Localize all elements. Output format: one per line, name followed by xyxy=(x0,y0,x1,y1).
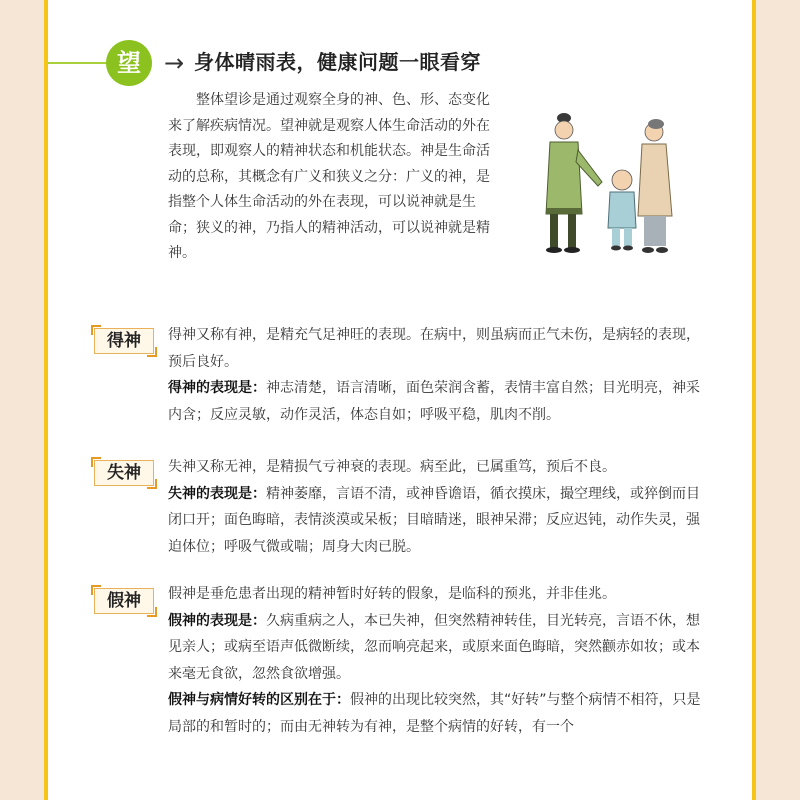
term-description: 假神是垂危患者出现的精神暂时好转的假象，是临科的预兆，并非佳兆。 xyxy=(168,586,616,602)
term-signs-label: 假神的表现是： xyxy=(168,612,266,629)
term-label-shishen: 失神 xyxy=(94,460,154,486)
term-signs-label: 得神的表现是： xyxy=(168,380,266,396)
term-signs xyxy=(168,481,708,561)
term-difference-label: 假神与病情好转的区别在于： xyxy=(168,692,350,708)
term-signs-text: 神志清楚，语言清晰，面色荣润含蓄，表情丰富自然；目光明亮，神采内含；反应灵敏，动作灵活，体态自如；呼吸平稳，肌肉不削。 xyxy=(168,380,700,423)
page xyxy=(44,0,756,800)
section-title: 身体晴雨表，健康问题一眼看穿 xyxy=(194,50,481,74)
intro-paragraph: 整体望诊是通过观察全身的神、色、形、态变化来了解疾病情况。望神就是观察人体生命活动的外在表现，即观察人的精神状态和机能状态。神是生命活动的总称，其概念有广义和狭义之分：广义的神，是指整个人体生命活动的外在表现，可以说神就是生命；狭义的神，乃指人的精神活动，可以说神就是精神。 xyxy=(168,92,490,261)
term-label-jiashen: 假神 xyxy=(94,588,154,614)
header-rule xyxy=(48,62,108,64)
doctor-examining-child-illustration xyxy=(526,104,686,264)
term-block-jiashen xyxy=(168,581,708,740)
term-block-shishen xyxy=(168,454,708,560)
term-signs-label: 失神的表现是： xyxy=(168,485,266,502)
section-badge: 望 xyxy=(106,40,152,86)
term-description: 失神又称无神，是精损气亏神衰的表现。病至此，已属重笃，预后不良。 xyxy=(168,459,616,475)
term-description: 得神又称有神，是精充气足神旺的表现。在病中，则虽病而正气未伤，是病轻的表现，预后良好。 xyxy=(168,327,700,370)
term-difference-text: 假神的出现比较突然，其“好转”与整个病情不相符，只是局部的和暂时的；而由无神转为有神，是整个病情的好转，有一个 xyxy=(168,692,701,735)
term-signs-text: 精神萎靡，言语不清，或神昏谵语，循衣摸床，撮空理线，或猝倒而目闭口开；面色晦暗，表情淡漠或呆板；目暗睛迷，眼神呆滞；反应迟钝，动作失灵，强迫体位；呼吸气微或喘；周身大肉已脱。 xyxy=(168,485,700,555)
term-signs xyxy=(168,608,708,688)
arrow-icon: → xyxy=(164,49,185,77)
term-signs-text: 久病重病之人，本已失神，但突然精神转佳，目光转亮，言语不休，想见亲人；或病至语声低微断续，忽而响亮起来，或原来面色晦暗，突然颧赤如妆；或本来毫无食欲，忽然食欲增强。 xyxy=(168,612,700,682)
term-signs xyxy=(168,375,708,428)
term-block-deshen xyxy=(168,322,708,428)
term-difference xyxy=(168,687,708,740)
term-label-deshen: 得神 xyxy=(94,328,154,354)
